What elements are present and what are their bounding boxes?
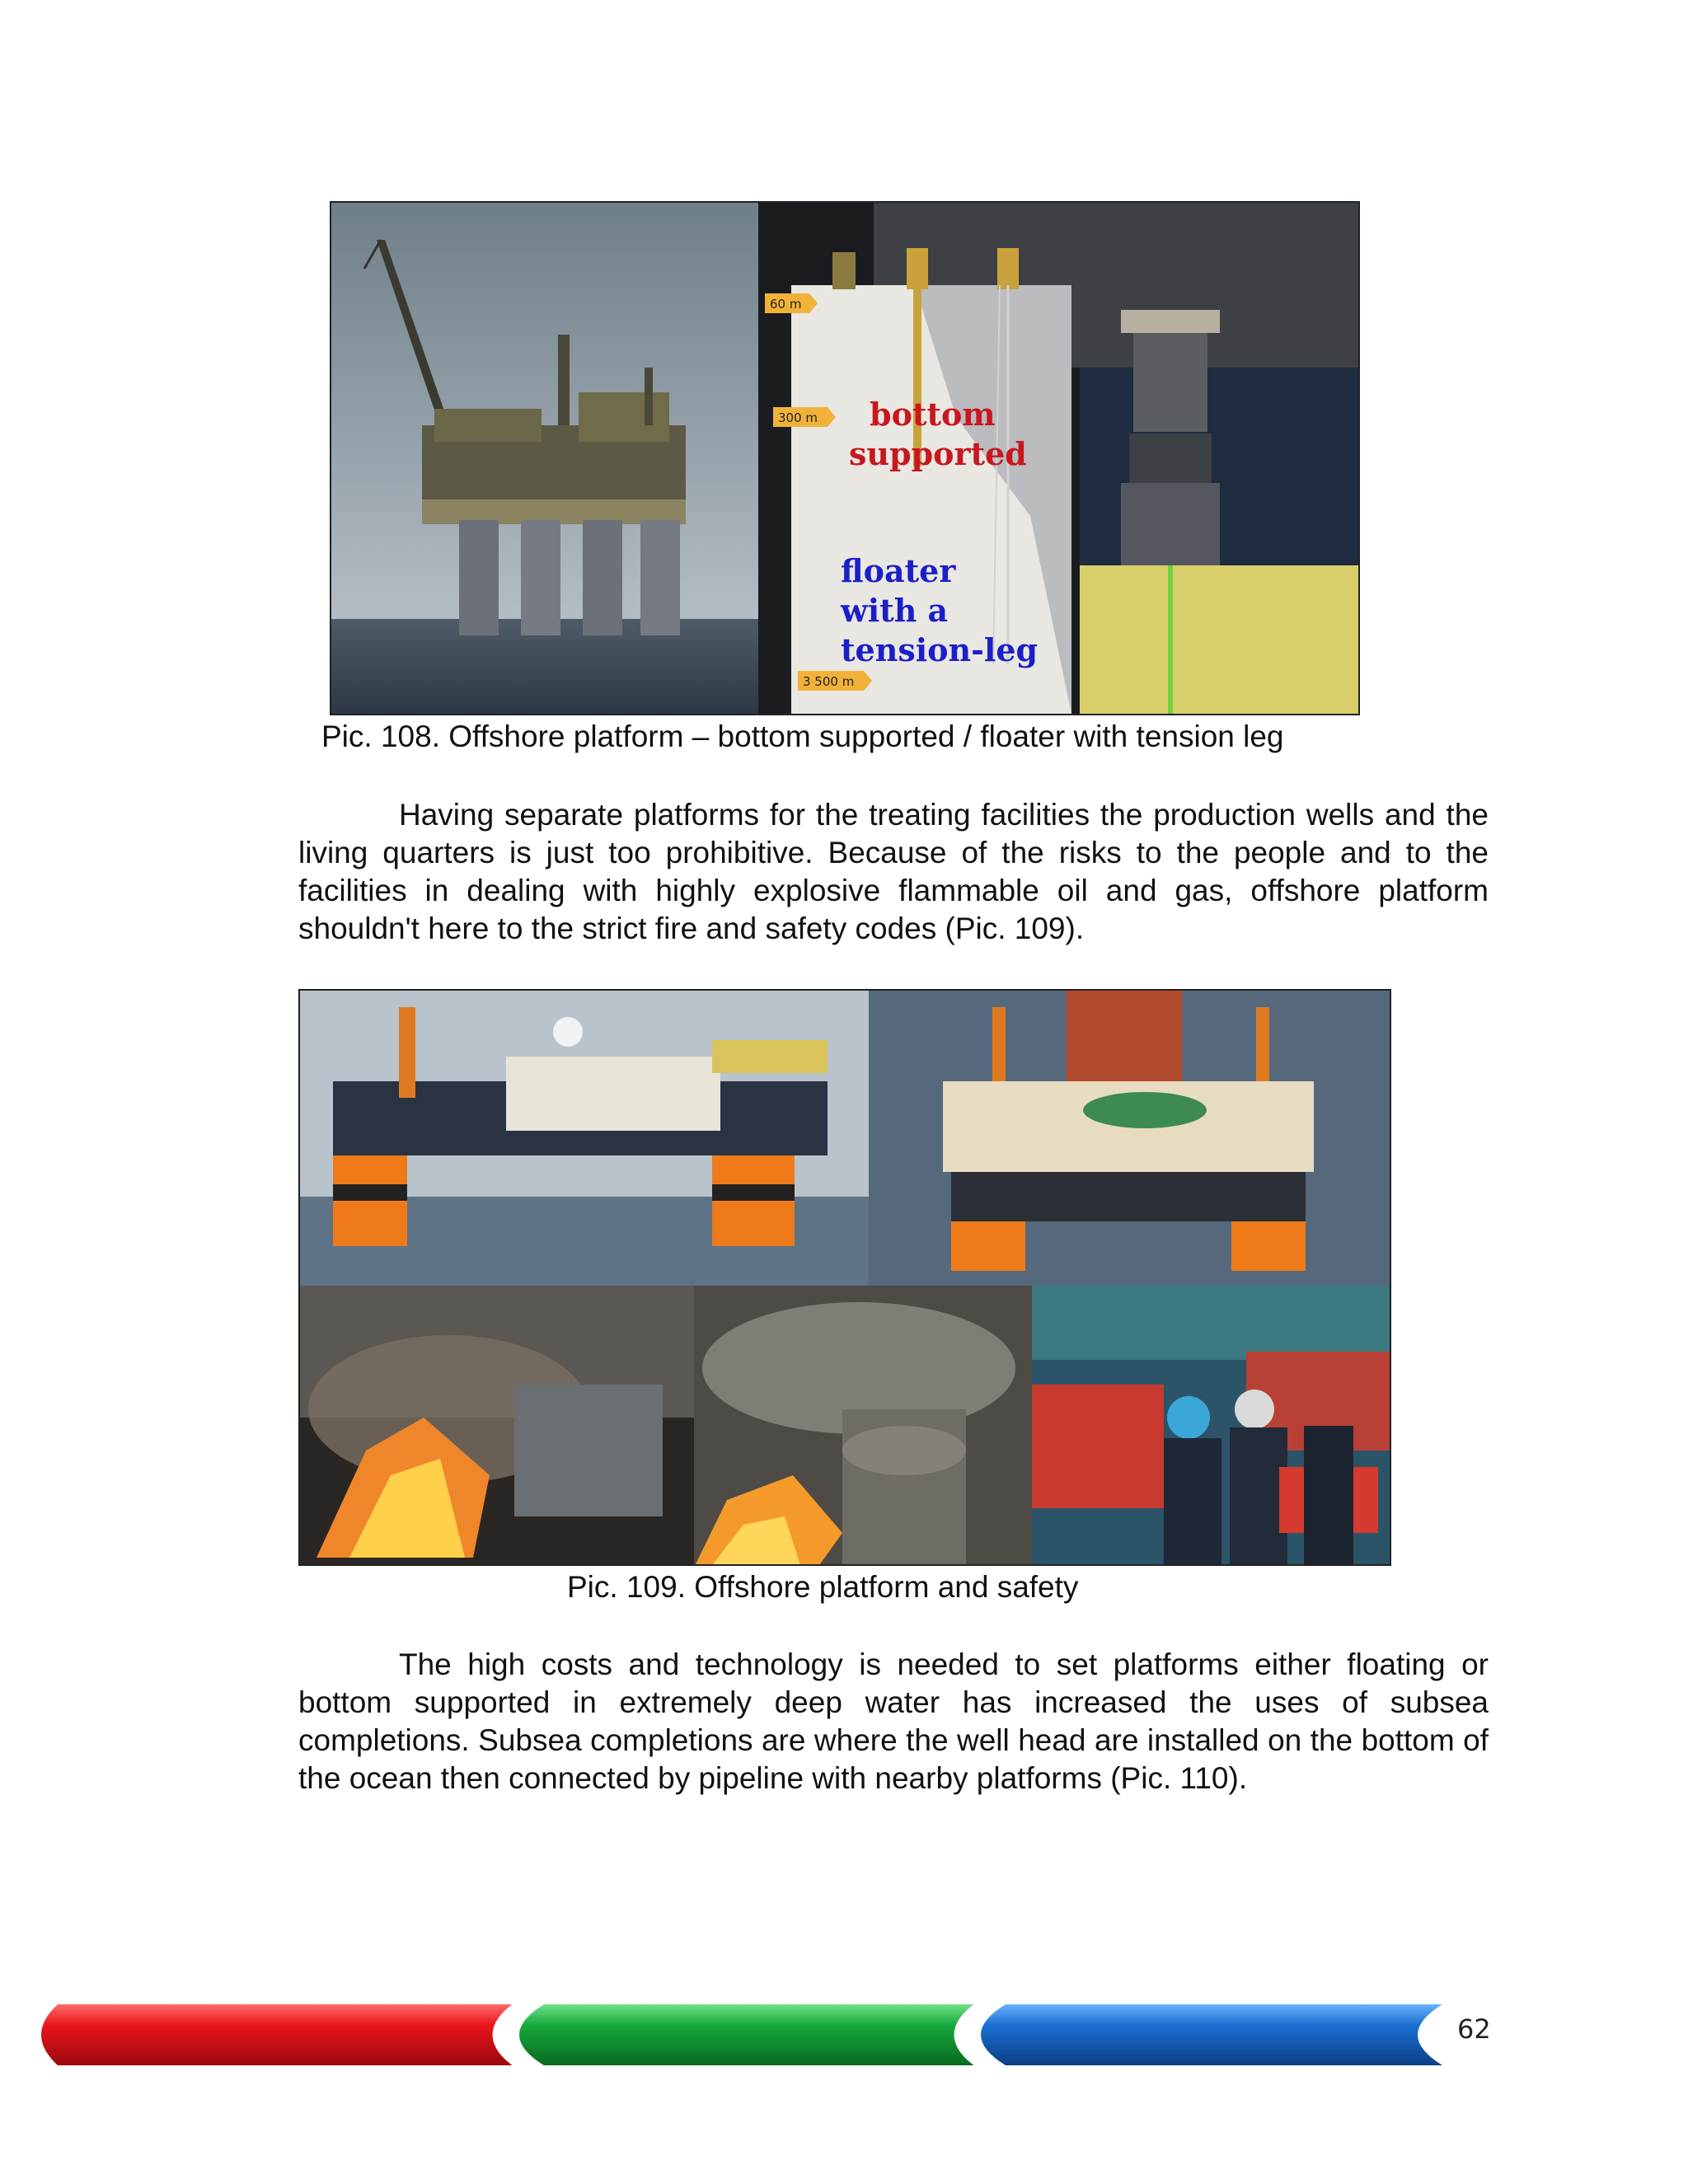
semisub-rig-photo [300, 991, 869, 1286]
caption-pic-108: Pic. 108. Offshore platform – bottom supported / floater with tension leg [321, 719, 1284, 753]
bottom-supported-label-line2: supported [849, 435, 1027, 472]
platform-fire-photo-2 [694, 1286, 1032, 1566]
page-number: 62 [1457, 2013, 1491, 2045]
figure-109 [298, 989, 1391, 1566]
floater-label-line3: tension-leg [841, 631, 1039, 668]
bottom-supported-label-line1: bottom [870, 396, 996, 433]
depth-diagram [758, 203, 1360, 714]
depth-label-3500: 3 500 m [803, 674, 855, 689]
depth-label-300: 300 m [778, 410, 818, 425]
paragraph-safety: Having separate platforms for the treating facilities the production wells and the living quarters is just too prohibitive. Because of the risks to the people and to the facilities in dealing with highly explosive flammable oil and gas, offshore platform shouldn't here to the strict fire and safety codes (Pic. 109). [298, 798, 1489, 945]
figure-108 [330, 201, 1360, 715]
crew-safety-photo [1032, 1286, 1391, 1566]
footer-band-blue [981, 2004, 1442, 2065]
floater-label-line2: with a [841, 592, 949, 629]
paragraph-subsea: The high costs and technology is needed to set platforms either floating or bottom supported in extremely deep water has increased the uses of subsea completions. Subsea completions are where the well head are installed on the bottom of the ocean then connected by pipeline with nearby platforms (Pic. 110). [298, 1647, 1489, 1795]
depth-label-60: 60 m [770, 297, 802, 312]
floater-label-line1: floater [841, 552, 956, 589]
footer-color-bands [25, 1998, 1475, 2072]
platform-fire-photo-1 [300, 1286, 694, 1566]
platform-photo [331, 203, 758, 714]
helideck-rig-photo [869, 991, 1391, 1286]
footer-band-red [41, 2004, 519, 2065]
caption-pic-109: Pic. 109. Offshore platform and safety [567, 1570, 1079, 1604]
footer-band-green [519, 2004, 981, 2065]
